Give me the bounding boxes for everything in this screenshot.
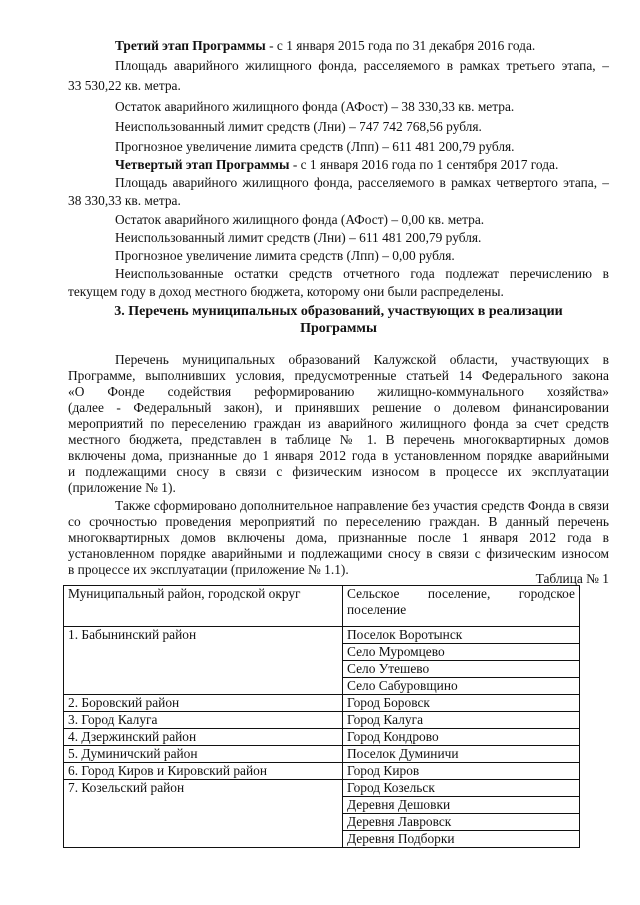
settlement-cell: Город Козельск — [343, 780, 580, 797]
stage3-unused: Неиспользованный лимит средств (Лни) – 747 742 768,56 рубля. — [115, 119, 482, 134]
district-cell: 5. Думиничский район — [64, 746, 343, 763]
settlement-cell: Село Сабуровщино — [343, 678, 580, 695]
p2-line: Также сформировано дополнительное направление без участия средств Фонда в связи — [115, 498, 609, 513]
municipalities-table — [63, 585, 580, 848]
table-row — [64, 746, 580, 763]
p2-line: со срочностью проведения мероприятий по переселению граждан. В данный перечень — [68, 514, 609, 529]
table-row — [64, 627, 580, 644]
settlement-cell: Поселок Воротынск — [343, 627, 580, 644]
stage4-title-line — [115, 157, 558, 173]
p2-line: в процессе их эксплуатации (приложение № 1.1). — [68, 562, 349, 577]
settlement-cell: Город Кондрово — [343, 729, 580, 746]
stage3-area-line2: 33 530,22 кв. метра. — [68, 78, 181, 93]
table-row — [64, 763, 580, 780]
stage3-forecast: Прогнозное увеличение лимита средств (Лпп) – 611 481 200,79 рубля. — [115, 139, 515, 154]
p1-line: Программе, выполнивших условия, предусмотренные статьей 14 Федерального закона — [68, 368, 609, 383]
p1-line: мероприятий по переселению граждан из аварийного жилищного фонда за счет средств — [68, 416, 609, 431]
col1-header: Муниципальный район, городской округ — [64, 586, 343, 627]
stage3-remain: Остаток аварийного жилищного фонда (АФост) – 38 330,33 кв. метра. — [115, 99, 515, 114]
settlement-cell: Деревня Лавровск — [343, 814, 580, 831]
stage4-remain: Остаток аварийного жилищного фонда (АФост) – 0,00 кв. метра. — [115, 212, 485, 227]
settlement-cell: Город Боровск — [343, 695, 580, 712]
p1-line: (приложение № 1). — [68, 480, 176, 495]
section3-heading-line2: Программы — [300, 321, 377, 336]
stage3-area-line1: Площадь аварийного жилищного фонда, расселяемого в рамках третьего этапа, – — [115, 58, 609, 73]
stage4-area-line2: 38 330,33 кв. метра. — [68, 193, 181, 208]
p1-line: (далее - Федеральный закон), и принявших решение о долевом финансировании — [68, 400, 609, 415]
stage4-title: Четвертый этап Программы — [115, 157, 290, 172]
table-row — [64, 729, 580, 746]
stage3-title-line — [115, 38, 535, 54]
table-row — [64, 695, 580, 712]
table-header-row — [64, 586, 580, 627]
p1-line: и подлежащими сносу в связи с физическим износом в процессе их эксплуатации — [68, 464, 609, 479]
settlement-cell: Село Утешево — [343, 661, 580, 678]
district-cell: 3. Город Калуга — [64, 712, 343, 729]
district-cell: 1. Бабынинский район — [64, 627, 343, 695]
settlement-cell: Город Киров — [343, 763, 580, 780]
p1-line: местного бюджета, представлен в таблице № 1. В перечень многоквартирных домов — [68, 432, 609, 447]
stage4-unused: Неиспользованный лимит средств (Лни) – 611 481 200,79 рубля. — [115, 230, 482, 245]
leftover-line1: Неиспользованные остатки средств отчетного года подлежат перечислению в — [115, 266, 609, 281]
stage3-period: - с 1 января 2015 года по 31 декабря 2016 года. — [265, 38, 536, 53]
col2-header: Сельское поселение, городское поселение — [343, 586, 580, 627]
settlement-cell: Город Калуга — [343, 712, 580, 729]
stage4-forecast: Прогнозное увеличение лимита средств (Лпп) – 0,00 рубля. — [115, 248, 455, 263]
district-cell: 4. Дзержинский район — [64, 729, 343, 746]
p2-line: установленном порядке аварийными и подлежащими сносу в связи с физическим износом — [68, 546, 609, 561]
p1-line: «О Фонде содействия реформированию жилищно-коммунального хозяйства» — [68, 384, 609, 399]
settlement-cell: Деревня Дешовки — [343, 797, 580, 814]
p1-line: включены дома, признанные до 1 января 2012 года в установленном порядке аварийными — [68, 448, 609, 463]
stage4-period: - с 1 января 2016 года по 1 сентября 2017 года. — [289, 157, 559, 172]
settlement-cell: Поселок Думиничи — [343, 746, 580, 763]
p2-line: многоквартирных домов включены дома, признанные после 1 января 2012 года в — [68, 530, 609, 545]
table-row — [64, 780, 580, 797]
district-cell: 2. Боровский район — [64, 695, 343, 712]
settlement-cell: Деревня Подборки — [343, 831, 580, 848]
section3-heading-line1: 3. Перечень муниципальных образований, участвующих в реализации — [114, 304, 563, 319]
leftover-line2: текущем году в доход местного бюджета, которому они были распределены. — [68, 284, 504, 299]
table-row — [64, 712, 580, 729]
stage4-area-line1: Площадь аварийного жилищного фонда, расселяемого в рамках четвертого этапа, – — [115, 175, 609, 190]
table-caption: Таблица № 1 — [535, 571, 609, 586]
settlement-cell: Село Муромцево — [343, 644, 580, 661]
district-cell: 6. Город Киров и Кировский район — [64, 763, 343, 780]
stage3-title: Третий этап Программы — [115, 38, 266, 53]
district-cell: 7. Козельский район — [64, 780, 343, 848]
p1-line: Перечень муниципальных образований Калужской области, участвующих в — [115, 352, 609, 367]
